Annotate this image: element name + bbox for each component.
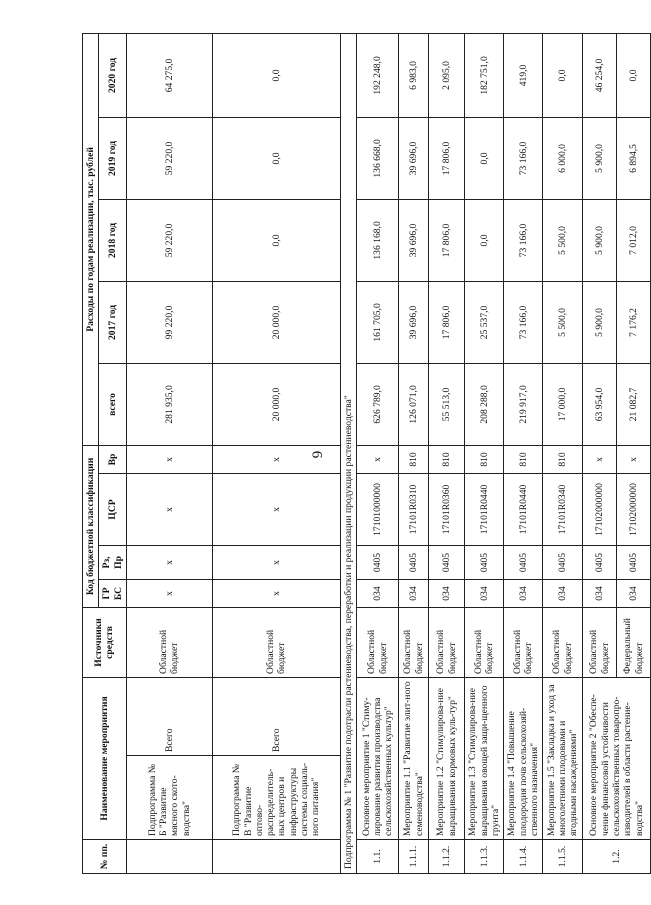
header-gr: ГР БС — [99, 579, 127, 607]
row-2018: 0,0 — [465, 199, 504, 281]
row-num: 1.1. — [357, 840, 399, 874]
row-rz: 0405 — [357, 545, 399, 579]
table-row — [212, 33, 340, 873]
row-vr: 810 — [543, 445, 583, 473]
row-2020: 6 983,0 — [399, 33, 429, 117]
row-2017: 17 806,0 — [429, 281, 465, 363]
row-name: Мероприятие 1.2 "Стимулирова-ние выращивания кормовых куль-тур" — [429, 677, 465, 839]
row-2018: 59 220,0 — [126, 199, 212, 281]
row-name: Основное мероприятие 1 "Стиму-лирование развития производства сельскохозяйственных культур" — [357, 677, 399, 839]
row-2017: 73 166,0 — [504, 281, 543, 363]
header-csr: ЦСР — [99, 473, 127, 545]
row-2020: 419,0 — [504, 33, 543, 117]
row-vr: x — [126, 445, 212, 473]
row-name: Основное мероприятие 2 "Обеспе-чение финансовой устойчивости сельскохозяйственных товаропро-изводителей в области растение-водства" — [583, 677, 651, 839]
row-csr: 17101000000 — [357, 473, 399, 545]
row-2019: 73 166,0 — [504, 117, 543, 199]
row-rz: 0405 — [504, 545, 543, 579]
subprogram-title-row — [340, 33, 356, 873]
row-csr: 17101R0440 — [504, 473, 543, 545]
row-2018: 39 696,0 — [399, 199, 429, 281]
row-name: Мероприятие 1.3 "Стимулирова-ние выращивания овощей защи-щенного грунта" — [465, 677, 504, 839]
row-2017: 5 500,0 — [543, 281, 583, 363]
row-2019: 39 696,0 — [399, 117, 429, 199]
row-gr: 034 — [543, 579, 583, 607]
row-rz: 0405 — [617, 545, 651, 579]
row-2019: 6 000,0 — [543, 117, 583, 199]
header-2017: 2017 год — [99, 281, 127, 363]
row-num — [212, 840, 340, 874]
row-vr: x — [617, 445, 651, 473]
row-gr: x — [126, 579, 212, 607]
row-2017: 5 900,0 — [583, 281, 617, 363]
table-row — [504, 33, 543, 873]
row-name: Мероприятие 1.4 "Повышение плодородия почв сельскохозяй-ственного назначения" — [504, 677, 543, 839]
row-2020: 2 095,0 — [429, 33, 465, 117]
row-name: Подпрограмма № Б "Развитие мясного ското-водства" — [126, 756, 212, 840]
row-num: 1.2. — [583, 840, 651, 874]
row-2017: 20 000,0 — [212, 281, 340, 363]
row-csr: 17101R0340 — [543, 473, 583, 545]
header-expenses-group: Расходы по годам реализации, тыс. рублей — [83, 33, 99, 445]
row-csr: 17101R0310 — [399, 473, 429, 545]
row-sub: Всего — [126, 677, 212, 755]
header-num: № пп. — [83, 840, 127, 874]
header-2018: 2018 год — [99, 199, 127, 281]
row-rz: 0405 — [399, 545, 429, 579]
row-source: Областной бюджет — [465, 607, 504, 677]
row-num: 1.1.3. — [465, 840, 504, 874]
row-2019: 6 894,5 — [617, 117, 651, 199]
row-vr: 810 — [504, 445, 543, 473]
row-2018: 73 166,0 — [504, 199, 543, 281]
row-2017: 161 705,0 — [357, 281, 399, 363]
row-2017: 25 537,0 — [465, 281, 504, 363]
row-total: 281 935,0 — [126, 363, 212, 445]
subprogram-title: Подпрограмма № 1 "Развитие подотрасли растениеводства, переработки и реализации продукции растениеводства" — [340, 33, 356, 873]
row-total: 219 917,0 — [504, 363, 543, 445]
table-row — [126, 33, 212, 873]
table-row — [583, 33, 617, 873]
row-csr: 17101R0360 — [429, 473, 465, 545]
row-rz: 0405 — [429, 545, 465, 579]
row-2018: 7 012,0 — [617, 199, 651, 281]
row-2019: 5 900,0 — [583, 117, 617, 199]
row-source: Областной бюджет — [126, 607, 212, 677]
row-vr: x — [583, 445, 617, 473]
row-gr: 034 — [504, 579, 543, 607]
row-rz: 0405 — [465, 545, 504, 579]
row-gr: 034 — [399, 579, 429, 607]
row-source: Областной бюджет — [357, 607, 399, 677]
row-source: Областной бюджет — [212, 607, 340, 677]
row-total: 20 000,0 — [212, 363, 340, 445]
row-2018: 5 500,0 — [543, 199, 583, 281]
row-rz: 0405 — [543, 545, 583, 579]
row-vr: 810 — [465, 445, 504, 473]
row-2018: 0,0 — [212, 199, 340, 281]
row-rz: 0405 — [583, 545, 617, 579]
row-gr: x — [212, 579, 340, 607]
row-2018: 17 806,0 — [429, 199, 465, 281]
row-csr: x — [126, 473, 212, 545]
row-gr: 034 — [357, 579, 399, 607]
row-num: 1.1.2. — [429, 840, 465, 874]
table-row — [543, 33, 583, 873]
row-gr: 034 — [429, 579, 465, 607]
row-2020: 0,0 — [212, 33, 340, 117]
row-name: Мероприятие 1.1 "Развитие элит-ного семеноводства" — [399, 677, 429, 839]
row-2019: 0,0 — [465, 117, 504, 199]
row-2020: 64 275,0 — [126, 33, 212, 117]
row-gr: 034 — [617, 579, 651, 607]
row-csr: 17102000000 — [583, 473, 617, 545]
row-vr: x — [212, 445, 340, 473]
row-num: 1.1.1. — [399, 840, 429, 874]
row-source: Областной бюджет — [429, 607, 465, 677]
row-2020: 182 751,0 — [465, 33, 504, 117]
header-total: всего — [99, 363, 127, 445]
row-2020: 46 254,0 — [583, 33, 617, 117]
page-number: 6 — [308, 450, 325, 459]
table-row — [357, 33, 399, 873]
header-vr: Вр — [99, 445, 127, 473]
row-total: 126 071,0 — [399, 363, 429, 445]
row-num: 1.1.4. — [504, 840, 543, 874]
row-total: 17 000,0 — [543, 363, 583, 445]
table-row — [429, 33, 465, 873]
row-2018: 5 900,0 — [583, 199, 617, 281]
header-2019: 2019 год — [99, 117, 127, 199]
row-csr: 17101R0440 — [465, 473, 504, 545]
row-total: 63 954,0 — [583, 363, 617, 445]
header-rz: Рз, Пр — [99, 545, 127, 579]
row-num: 1.1.5. — [543, 840, 583, 874]
budget-table — [82, 33, 651, 874]
row-source: Областной бюджет — [543, 607, 583, 677]
row-gr: 034 — [465, 579, 504, 607]
row-total: 626 789,0 — [357, 363, 399, 445]
header-source: Источники средств — [83, 607, 127, 677]
table-row — [399, 33, 429, 873]
table-row — [465, 33, 504, 873]
row-rz: x — [212, 545, 340, 579]
row-total: 55 513,0 — [429, 363, 465, 445]
row-source: Областной бюджет — [583, 607, 617, 677]
row-csr: x — [212, 473, 340, 545]
header-2020: 2020 год — [99, 33, 127, 117]
row-name: Подпрограмма № В "Развитие оптово-распределитель-ных центров и инфраструктуры системы социаль-ного питания" — [212, 756, 340, 840]
row-source: Областной бюджет — [504, 607, 543, 677]
row-num — [126, 840, 212, 874]
row-sub: Всего — [212, 677, 340, 755]
row-vr: 810 — [399, 445, 429, 473]
row-2019: 0,0 — [212, 117, 340, 199]
row-source: Федеральный бюджет — [617, 607, 651, 677]
row-2019: 59 220,0 — [126, 117, 212, 199]
row-total: 21 082,7 — [617, 363, 651, 445]
rotated-table-container — [82, 34, 645, 874]
row-2020: 0,0 — [543, 33, 583, 117]
row-vr: x — [357, 445, 399, 473]
row-2019: 17 806,0 — [429, 117, 465, 199]
row-2017: 99 220,0 — [126, 281, 212, 363]
row-total: 208 288,0 — [465, 363, 504, 445]
row-vr: 810 — [429, 445, 465, 473]
header-name: Наименование мероприятия — [83, 677, 127, 839]
row-2020: 0,0 — [617, 33, 651, 117]
row-gr: 034 — [583, 579, 617, 607]
row-2019: 136 668,0 — [357, 117, 399, 199]
row-2017: 39 696,0 — [399, 281, 429, 363]
row-csr: 17102000000 — [617, 473, 651, 545]
row-2018: 136 168,0 — [357, 199, 399, 281]
row-rz: x — [126, 545, 212, 579]
row-2017: 7 176,2 — [617, 281, 651, 363]
header-bk-group: Код бюджетной классификации — [83, 445, 99, 607]
row-source: Областной бюджет — [399, 607, 429, 677]
row-2020: 192 248,0 — [357, 33, 399, 117]
row-name: Мероприятие 1.5 "Закладка и уход за многолетними плодовыми и ягодными насаждениями" — [543, 677, 583, 839]
